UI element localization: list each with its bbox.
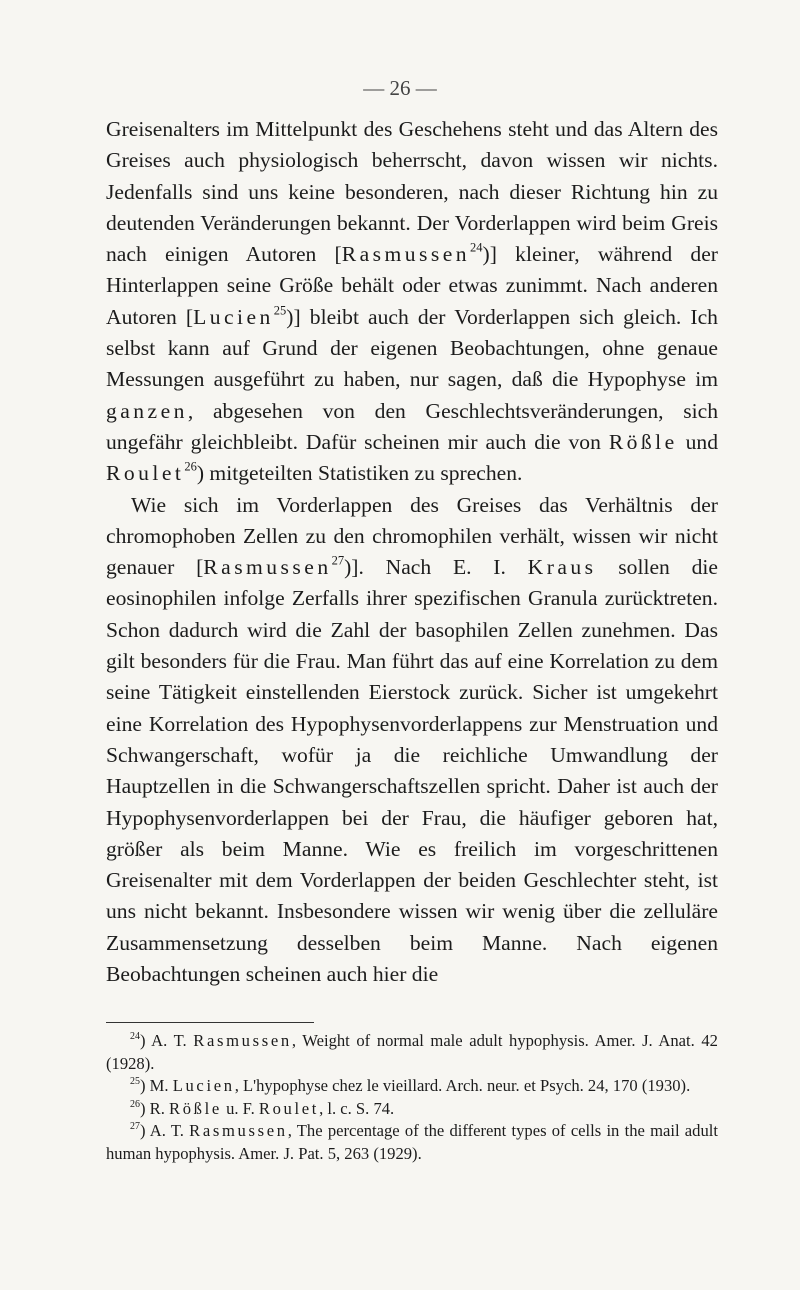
footnote-divider — [106, 1022, 314, 1023]
author-name: Kraus — [527, 555, 597, 580]
text-run: )] bleibt auch der Vorderlappen sich gleich. Ich selbst kann auf Grund der eigenen Beobachtungen, ohne genaue Messungen ausgeführt zu haben, nur sagen, daß die Hypophyse im — [106, 304, 718, 392]
footnote-text: ) R. — [139, 1098, 169, 1118]
footnote-text: ) A. T. — [139, 1031, 194, 1050]
author-name: Rasmussen — [189, 1121, 288, 1141]
footnote — [106, 1098, 718, 1121]
author-name: Roulet — [106, 461, 185, 486]
author-name: Rasmussen — [203, 555, 332, 580]
emphasized-word: ganzen — [106, 398, 188, 423]
paragraph-2 — [106, 490, 718, 991]
author-name: Roulet — [258, 1098, 320, 1118]
text-run: sollen die eosinophilen infolge Zerfalls ihrer spezifischen Granula zurücktreten. Schon dadurch wird die Zahl der basophilen Zellen zunehmen. Das gilt besonders für die Frau. Man führt das auf eine Korrelation zu dem seine Tätigkeit einstellenden Eierstock zurück. Sicher ist umgekehrt eine Korrelation des Hypophysenvorderlappens zur Menstruation und Schwangerschaft, wofür ja die reichliche Umwandlung der Hauptzellen in die Schwangerschaftszellen spricht. Daher ist auch der Hypophysenvorderlappen bei der Frau, die häufiger geboren hat, größer als beim Manne. Wie es freilich im vorgeschrittenen Greisenalter mit dem Vorderlappen der beiden Geschlechter steht, ist uns nicht bekannt. Insbesondere wissen wir wenig über die zelluläre Zusammensetzung desselben beim Manne. Nach eigenen Beobachtungen scheinen auch hier die — [106, 555, 718, 987]
footnote-text: u. F. — [221, 1098, 259, 1118]
paragraph-1 — [106, 114, 718, 490]
text-run: )]. Nach E. I. — [344, 555, 528, 580]
text-run: , abgesehen von den Geschlechtsveränderungen, sich ungefähr gleichbleibt. Dafür scheinen mir auch die von — [106, 398, 718, 454]
footnote-ref[interactable]: 27 — [331, 553, 345, 568]
footnote-text: , l. c. S. 74. — [319, 1098, 395, 1118]
text-run: )] kleiner, während der Hinterlappen seine Größe behält oder etwas zunimmt. Nach anderen Autoren [ — [106, 242, 718, 329]
author-name: Rößle — [169, 1098, 222, 1118]
footnote-ref[interactable]: 26 — [184, 459, 197, 474]
footnote-text: , The percentage of the different types of cells in the mail adult human hypophysis. Amer. J. Pat. 5, 263 (1929). — [106, 1121, 718, 1163]
footnote — [106, 1030, 718, 1075]
author-name: Rößle — [608, 429, 678, 454]
footnotes — [106, 1030, 718, 1166]
author-name: Rasmussen — [341, 242, 471, 267]
footnote — [106, 1120, 718, 1165]
footnote-text: , Weight of normal male adult hypophysis. Amer. J. Anat. 42 (1928). — [106, 1031, 718, 1073]
text-run: Wie sich im Vorderlappen des Greises das Verhältnis der chromophoben Zellen zu den chromophilen verhält, wissen wir nicht genauer [ — [106, 492, 718, 580]
text-run: und — [677, 429, 718, 454]
footnote-number: 26 — [130, 1098, 140, 1110]
text-run: Greisenalters im Mittelpunkt des Geschehens steht und das Altern des Greises auch physiologisch beherrscht, davon wissen wir nichts. Jedenfalls sind uns keine besonderen, nach dieser Richtung hin zu deutenden Veränderungen bekannt. Der Vorderlappen wird beim Greis nach einigen Autoren [ — [106, 117, 718, 267]
footnote — [106, 1075, 718, 1098]
footnote-ref[interactable]: 25 — [273, 303, 287, 318]
page-number: — 26 — — [363, 76, 437, 100]
footnote-number: 27 — [130, 1121, 140, 1133]
footnote-text: , L'hypophyse chez le vieillard. Arch. neur. et Psych. 24, 170 (1930). — [234, 1076, 691, 1096]
main-text — [106, 114, 718, 990]
author-name: Lucien — [172, 1076, 235, 1096]
author-name: Lucien — [193, 304, 274, 329]
author-name: Rasmussen — [193, 1031, 292, 1050]
footnote-ref[interactable]: 24 — [470, 240, 483, 255]
footnote-text: ) A. T. — [139, 1121, 190, 1141]
footnote-number: 25 — [130, 1076, 140, 1088]
footnote-text: ) M. — [139, 1076, 173, 1096]
footnote-number: 24 — [130, 1031, 140, 1043]
text-run: ) mitgeteilten Statistiken zu sprechen. — [196, 461, 523, 486]
